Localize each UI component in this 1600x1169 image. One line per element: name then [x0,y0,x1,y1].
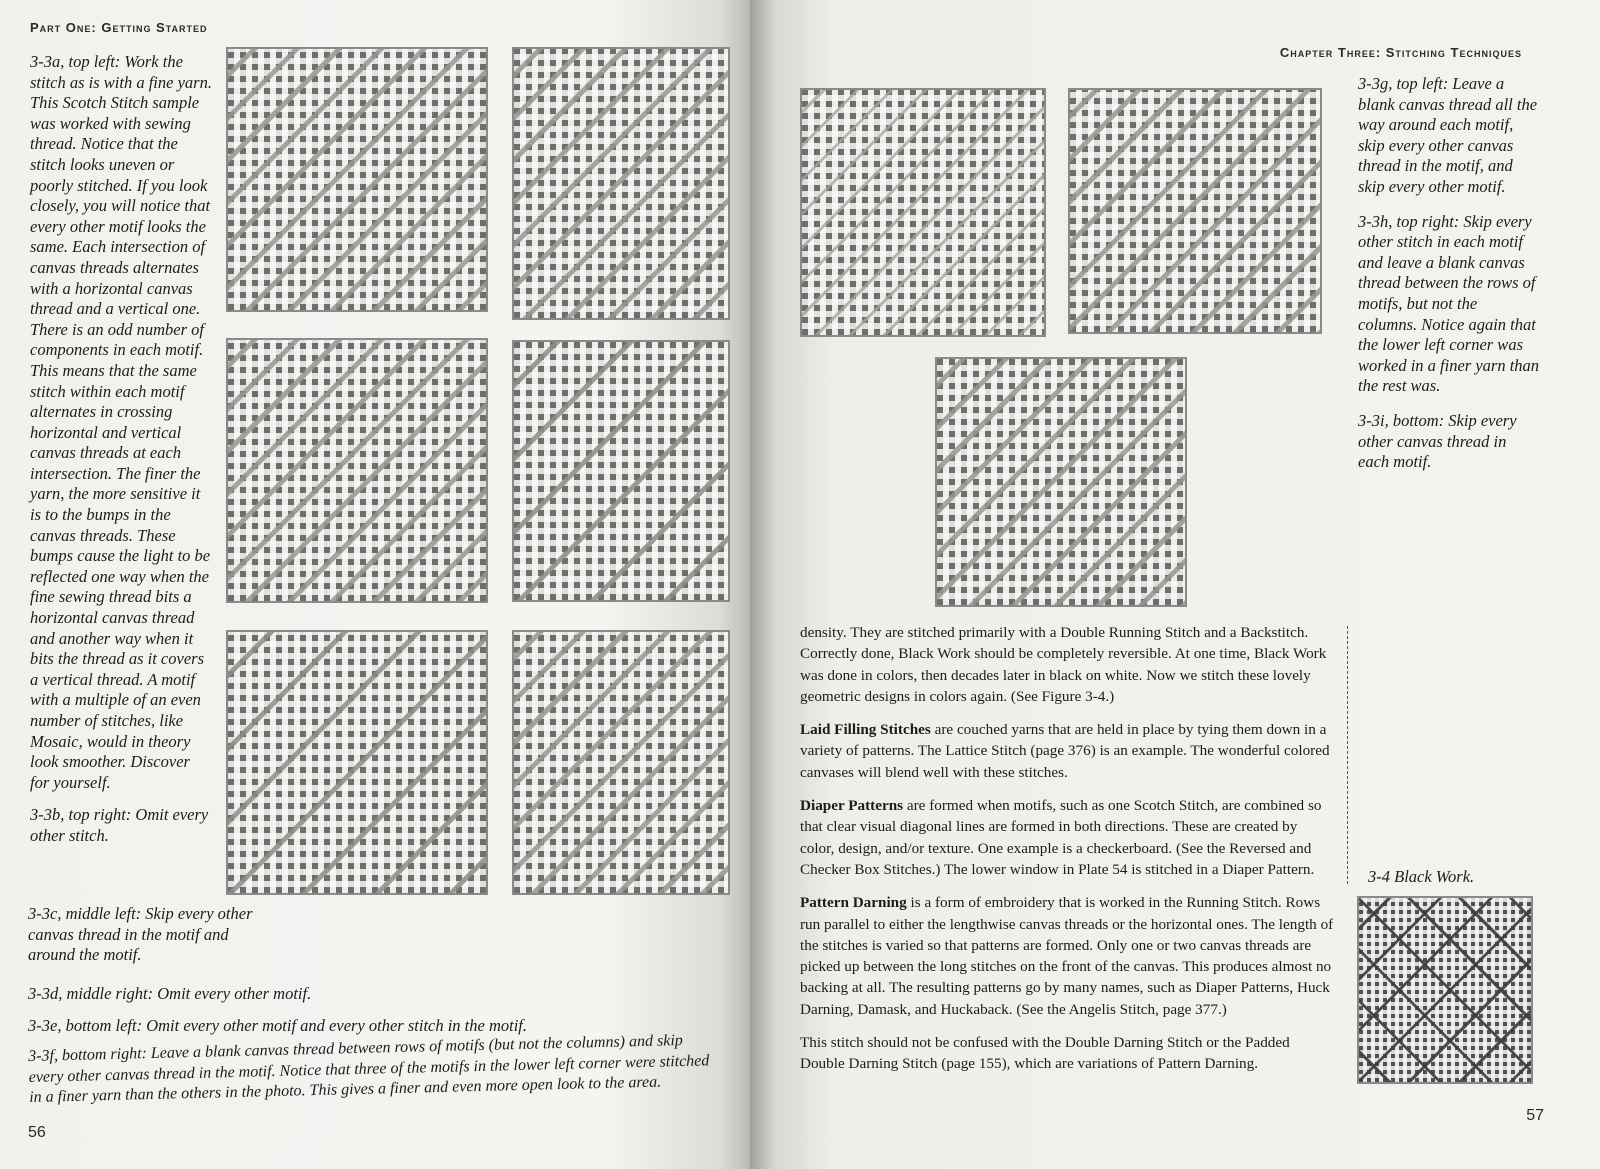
dashed-divider [1347,626,1348,884]
term-laid-filling: Laid Filling Stitches [800,721,931,739]
caption-3-3i: 3-3i, bottom: Skip every other canvas thread in each motif. [1358,410,1517,472]
paragraph-black-work: density. They are stitched primarily with a Double Running Stitch and a Backstitch. Correctly done, Black Work should be completely reversible. At one time, Black Work was done in colors, then decades later in black on white. Now we stitch these lovely geometric designs in colors again. (See Figure 3-4.) [800,624,1327,705]
swatch-3-3d [512,340,730,602]
swatch-black-work [1357,896,1533,1084]
swatch-3-3g [800,88,1046,337]
running-head-right: Chapter Three: Stitching Techniques [1279,45,1522,60]
term-pattern-darning: Pattern Darning [800,894,907,912]
caption-3-3b: 3-3b, top right: Omit every other stitch. [30,805,209,845]
caption-3-3e: 3-3e, bottom left: Omit every other motif and every other stitch in the motif. [28,1016,528,1035]
caption-3-3f: 3-3f, bottom right: Leave a blank canvas thread between rows of motifs (but not the columns) and skip every other canvas thread in the motif. Notice that three of the motifs in the lower left corner were stitched in a finer yarn than the others in the photo. This gives a finer and even more open look to the area. [28,1032,710,1107]
caption-3-3c: 3-3c, middle left: Skip every other canvas thread in the motif and around the motif. [28,904,253,965]
paragraph-laid-filling-text: are couched yarns that are held in place by tying them down in a variety of patterns. The Lattice Stitch (page 376) is an example. The wonderful colored canvases will blend well with these stitches. [800,721,1330,781]
swatch-3-3c [226,338,488,603]
figure-caption-3-4: 3-4 Black Work. [1368,867,1475,886]
paragraph-pattern-darning [800,892,1335,1020]
left-page [0,0,750,1169]
paragraph-diaper-patterns [800,795,1335,880]
page-number-right: 57 [1526,1107,1544,1124]
caption-3-3d: 3-3d, middle right: Omit every other motif. [28,984,312,1003]
swatch-3-3h [1068,88,1322,334]
caption-3-3h: 3-3h, top right: Skip every other stitch in each motif and leave a blank canvas thread between the rows of motifs, but not the columns. Notice again that the lower left corner was worked in a finer yarn than the rest was. [1358,211,1540,396]
swatch-3-3f [512,630,730,895]
swatch-3-3b [512,47,730,320]
caption-column-left [30,52,212,859]
body-text [800,622,1335,1087]
term-diaper-patterns: Diaper Patterns [800,797,904,815]
running-head-left: Part One: Getting Started [30,20,208,35]
page-number-left: 56 [28,1124,46,1141]
caption-3-3g: 3-3g, top left: Leave a blank canvas thread all the way around each motif, skip every other canvas thread in the motif, and skip every other motif. [1358,74,1538,196]
caption-3-3a: 3-3a, top left: Work the stitch as is with a fine yarn. This Scotch Stitch sample was worked with sewing thread. Notice that the stitch looks uneven or poorly stitched. If you look closely, you will notice that every other motif looks the same. Each intersection of canvas threads alternates with a horizontal canvas thread and a vertical one. There is an odd number of components in each motif. This means that the same stitch within each motif alternates in crossing horizontal and vertical canvas threads at each intersection. The finer the yarn, the more sensitive it is to the bumps in the canvas threads. These bumps cause the light to be reflected one way when the fine sewing thread bits a horizontal canvas thread and another way when it bits the thread as it covers a vertical thread. A motif with a multiple of an even number of stitches, like Mosaic, would in theory look smoother. Discover for yourself. [30,52,212,792]
swatch-3-3i [935,357,1187,607]
paragraph-laid-filling [800,719,1335,783]
caption-column-right [1358,74,1540,487]
paragraph-pattern-darning-text: is a form of embroidery that is worked in the Running Stitch. Rows run parallel to either the lengthwise canvas threads or the horizontal ones. The length of the stitches is varied so that patterns are formed. Only one or two canvas threads are picked up between the long stitches on the front of the canvas. This produces almost no backing at all. The resulting patterns go by many names, such as Diaper Patterns, Huck Darning, Damask, and Huckaback. (See the Angelis Stitch, page 377.) [800,894,1334,1018]
swatch-3-3e [226,630,488,895]
paragraph-double-darning: This stitch should not be confused with the Double Darning Stitch or the Padded Double Darning Stitch (page 155), which are variations of Pattern Darning. [800,1034,1290,1073]
swatch-3-3a [226,47,488,312]
paragraph-diaper-patterns-text: are formed when motifs, such as one Scotch Stitch, are combined so that clear visual diagonal lines are formed in both directions. These are created by color, design, and/or texture. One example is a checkerboard. (See the Reversed and Checker Box Stitches.) The lower window in Plate 54 is stitched in a Diaper Pattern. [800,797,1322,878]
